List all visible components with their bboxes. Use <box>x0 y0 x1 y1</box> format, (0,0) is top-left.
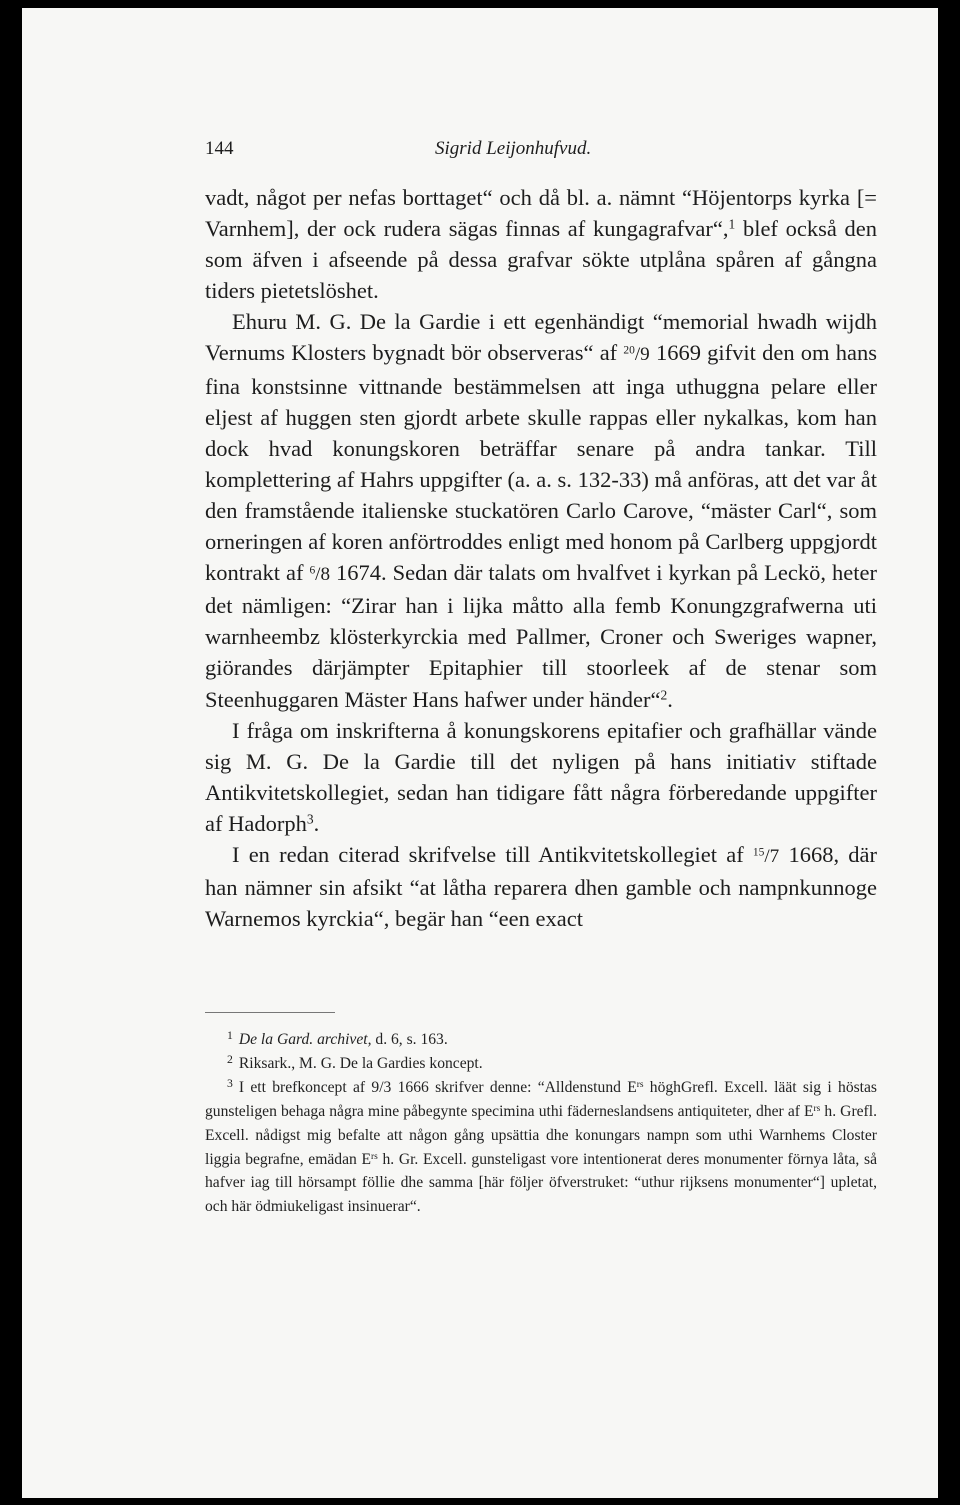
footnote-mark: 2 <box>227 1053 233 1067</box>
footnote-mark: 1 <box>227 1029 233 1043</box>
text-span: . <box>667 686 673 712</box>
footnote-text: Riksark., M. G. De la Gardies koncept. <box>238 1054 483 1072</box>
text-span: 1668, där han nämner sin afsikt “at låtha reparera dhen gamble och nampnkunnoge Warnemos kyrckia“, begär han “een exact <box>205 841 877 932</box>
footnote-text: I ett brefkoncept af <box>238 1078 372 1096</box>
body-text <box>205 182 877 934</box>
text-span: . <box>313 810 320 836</box>
fraction-numerator: 20 <box>623 345 635 358</box>
footnote-source-title: De la Gard. archivet, <box>238 1031 372 1048</box>
footnote-mark: 3 <box>227 1077 233 1091</box>
footnote-text: d. 6, s. 163. <box>371 1031 448 1048</box>
abbrev-superscript: rs <box>813 1103 821 1114</box>
fraction-numerator: 15 <box>752 846 765 859</box>
paragraph-3 <box>205 715 877 839</box>
footnote-text: 1666 skrifver denne: “Alldenstund E <box>391 1078 637 1096</box>
running-title: Sigrid Leijonhufvud. <box>435 138 592 159</box>
footnote-text: h. Gr. Excell. gunsteligast vore intentionerat deres monumenter förnya låta, så hafver iag till hörsampt föllie dhe samma [här följer öfverstruket: “uthur rijksens monumenter“] upletat, och här ödmiukeligast insinuerar“. <box>205 1150 877 1216</box>
footnote-ref-3: 3 <box>306 811 314 827</box>
text-span: blef också den som äfven i afseende på dessa grafvar sökte utplåna spåren af gångna tiders pietetslöshet. <box>205 216 877 304</box>
text-span: vadt, något per nefas borttaget“ och då bl. a. nämnt “Höjentorps kyrka [= Varnhem], der ock rudera sägas finnas af kungagrafvar“, <box>205 185 877 242</box>
footnote-3 <box>205 1076 877 1219</box>
footnotes <box>205 1028 877 1219</box>
page-header <box>205 138 905 168</box>
abbrev-superscript: rs <box>371 1151 378 1162</box>
text-span: I fråga om inskrifterna å konungskorens epitafier och grafhällar vände sig M. G. De la Gardie till det nyligen på hans initiativ stiftade Antikvitetskollegiet, sedan han tidigare fått några förberedande uppgifter af Hadorph <box>205 717 877 836</box>
footnote-1 <box>205 1028 877 1052</box>
fraction-denominator: /8 <box>315 564 331 586</box>
footnote-ref-2: 2 <box>660 687 668 703</box>
paragraph-2 <box>205 306 877 714</box>
abbrev-superscript: rs <box>636 1079 644 1090</box>
footnote-text: höghGrefl. Excell. läät sig i höstas gunsteligen behaga några mine påbegynte specimina uthi fäderneslandsens antiquiteter, dher af E <box>205 1078 878 1120</box>
footnote-2 <box>205 1052 877 1076</box>
footnote-text: h. Grefl. Excell. nådigst mig befalte att någon gång upsättia dhe konungars nampn som uthi Warnhems Closter liggia begrafne, emädan E <box>205 1102 877 1168</box>
paragraph-4 <box>205 839 877 934</box>
paragraph-1 <box>205 182 877 306</box>
fraction-denominator: /7 <box>764 845 780 867</box>
text-span: Till komplettering af Hahrs uppgifter (a. a. s. 132-33) må anföras, att det var åt den framstående italienske stuckatören Carlo Carove, “mäster Carl“, som orneringen af koren anförtroddes enligt med honom på Carlberg uppgjordt kontrakt af <box>205 435 877 586</box>
text-span: 1674. Sedan där talats om hvalfvet i kyrkan på Leckö, heter det nämligen: “Zirar han i lijka måtto alla femb Konungzgrafwerna uti warnheembz klösterkyrckia med Pallmer, Croner och Sweriges wapner, giörandes därjämpter Epitaphier till stoorleek af de stenar som Steenhuggaren Mäster Hans hafwer under händer“ <box>205 560 877 712</box>
book-page <box>22 8 938 1498</box>
text-span: Ehuru M. G. De la Gardie i ett egenhändigt “memorial hwadh wijdh Vernums Klosters bygnadt bör observeras“ af <box>205 309 877 366</box>
footnote-separator <box>205 1012 335 1013</box>
footnote-ref-1: 1 <box>728 216 736 232</box>
text-span: 1669 gifvit den om hans fina konstsinne vittnande bestämmelsen att inga uthuggna pelare eller eljest af huggen sten gjordt arbete skulle rappas eller nykalkas, kom han dock hvad konungskoren beträffar senare på andra tankar. <box>205 340 877 461</box>
fraction-numerator: 6 <box>309 564 316 577</box>
text-span: I en redan citerad skrifvelse till Antikvitetskollegiet af <box>232 841 753 867</box>
page-number: 144 <box>205 138 234 159</box>
date-fraction: 9/3 <box>371 1078 392 1096</box>
date-fraction <box>623 344 649 365</box>
date-fraction <box>309 564 330 585</box>
date-fraction <box>753 846 779 867</box>
fraction-denominator: /9 <box>634 344 650 366</box>
